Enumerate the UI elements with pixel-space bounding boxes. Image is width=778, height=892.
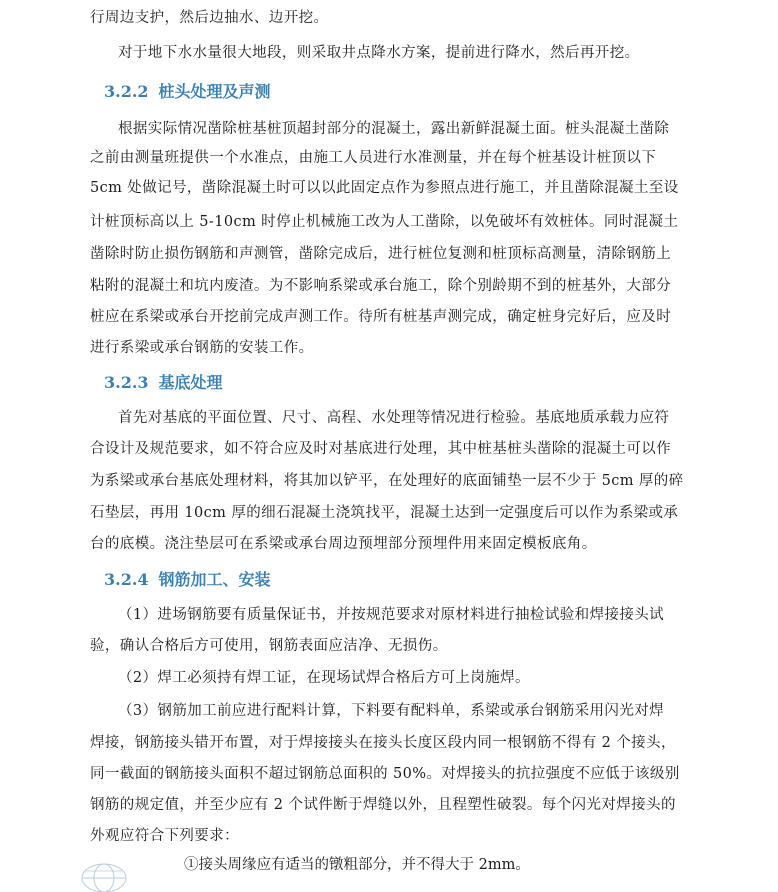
section-number: 3.2.4 (104, 570, 149, 589)
paragraph-line: （1）进场钢筋要有质量保证书，并按规范要求对原材料进行抽检试验和焊接接头试 (118, 607, 665, 623)
paragraph-line: 合设计及规范要求，如不符合应及时对基底进行处理，其中桩基桩头凿除的混凝土可以作 (90, 441, 672, 457)
paragraph-line: 焊接，钢筋接头错开布置，对于焊接接头在接头长度区段内同一根钢筋不得有 2 个接头， (90, 735, 676, 751)
paragraph-line: 进行系梁或承台钢筋的安装工作。 (90, 340, 314, 356)
paragraph-line: 粘附的混凝土和坑内废渣。为不影响系梁或承台施工，除个别龄期不到的桩基外，大部分 (90, 278, 672, 294)
paragraph-line: 桩应在系梁或承台开挖前完成声测工作。待所有桩基声测完成，确定桩身完好后，应及时 (90, 309, 672, 325)
paragraph-line: 凿除时防止损伤钢筋和声测管，凿除完成后，进行桩位复测和桩顶标高测量，清除钢筋上 (90, 246, 672, 262)
paragraph-line: 同一截面的钢筋接头面积不超过钢筋总面积的 50%。对焊接头的抗拉强度不应低于该级别 (90, 766, 680, 782)
paragraph-line: 为系梁或承台基底处理材料，将其加以铲平，在处理好的底面铺垫一层不少于 5cm 厚的碎 (90, 473, 684, 489)
section-heading-3-2-2 (104, 81, 271, 103)
section-heading-3-2-3 (104, 372, 223, 394)
paragraph-line: 外观应符合下列要求： (90, 828, 239, 844)
section-title: 桩头处理及声测 (158, 82, 271, 101)
section-heading-3-2-4 (104, 569, 271, 591)
paragraph-line: 验，确认合格后方可使用，钢筋表面应洁净、无损伤。 (90, 638, 448, 654)
paragraph-line: 之前由测量班提供一个水准点，由施工人员进行水准测量，并在每个桩基设计桩顶以下 (90, 150, 657, 166)
paragraph-line: 台的底模。浇注垫层可在系梁或承台周边预埋部分预埋件用来固定模板底角。 (90, 536, 597, 552)
paragraph-line: 5cm 处做记号，凿除混凝土时可以以此固定点作为参照点进行施工，并且凿除混凝土至设 (90, 180, 679, 196)
paragraph-line: （3）钢筋加工前应进行配料计算，下料要有配料单，系梁或承台钢筋采用闪光对焊 (118, 703, 665, 719)
paragraph-line: 钢筋的规定值，并至少应有 2 个试件断于焊缝以外，且程塑性破裂。每个闪光对焊接头的 (90, 797, 676, 813)
section-number: 3.2.3 (104, 373, 149, 392)
paragraph-line: 行周边支护，然后边抽水、边开挖。 (90, 10, 329, 26)
sub-list-item: ①接头周缘应有适当的镦粗部分，并不得大于 2mm。 (184, 857, 530, 873)
paragraph-line: 根据实际情况凿除桩基桩顶超封部分的混凝土，露出新鲜混凝土面。桩头混凝土凿除 (118, 121, 670, 137)
section-title: 钢筋加工、安装 (158, 570, 271, 589)
paragraph-line: 对于地下水水量很大地段，则采取井点降水方案，提前进行降水，然后再开挖。 (118, 45, 640, 61)
paragraph-line: 首先对基底的平面位置、尺寸、高程、水处理等情况进行检验。基底地质承载力应符 (118, 410, 670, 426)
paragraph-line: 计桩顶标高以上 5-10cm 时停止机械施工改为人工凿除，以免破坏有效桩体。同时混凝土 (90, 214, 679, 230)
watermark-globe-icon (78, 862, 130, 892)
paragraph-line: （2）焊工必须持有焊工证，在现场试焊合格后方可上岗施焊。 (118, 670, 530, 686)
section-number: 3.2.2 (104, 82, 149, 101)
section-title: 基底处理 (158, 373, 223, 392)
paragraph-line: 石垫层，再用 10cm 厚的细石混凝土浇筑找平，混凝土达到一定强度后可以作为系梁或承 (90, 505, 679, 521)
